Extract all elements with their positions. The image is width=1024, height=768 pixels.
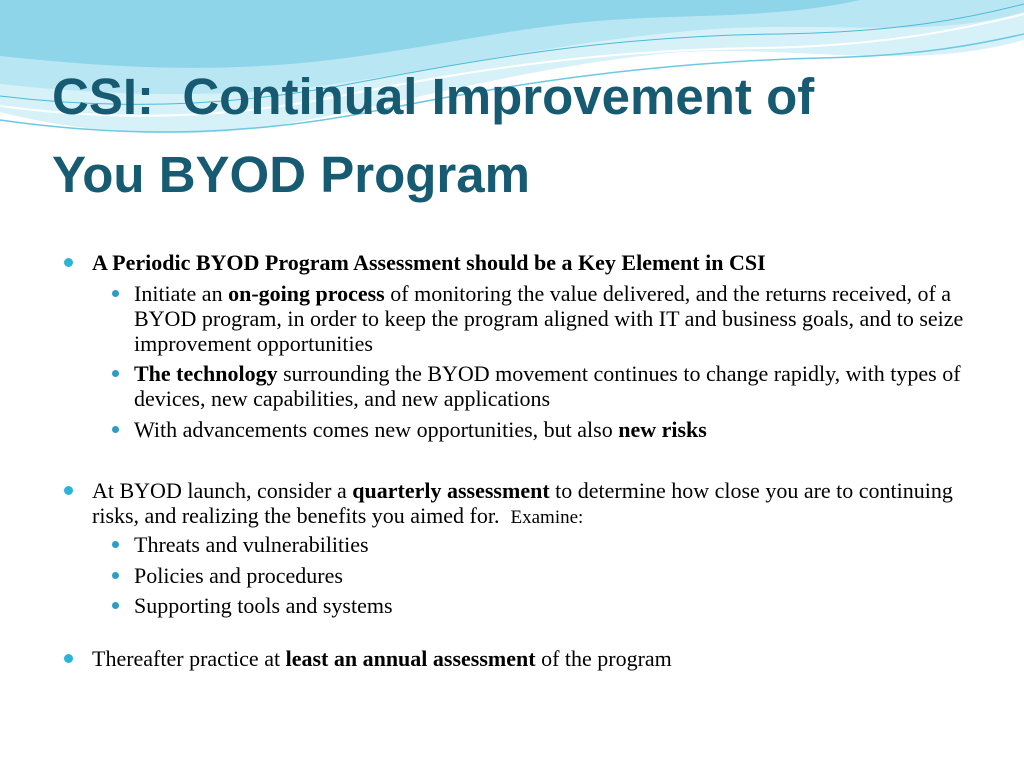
title-part-csi: CSI: <box>52 68 154 125</box>
bullet-1-sub-3-pre: With advancements comes new opportunities, but also <box>134 417 619 442</box>
bullet-3-bold: least an annual assessment <box>285 646 536 671</box>
sub-bullet-icon <box>112 290 119 297</box>
bullet-1-sub-1 <box>134 281 984 356</box>
bullet-3-pre: Thereafter practice at <box>92 646 286 671</box>
bullet-1-sub-3-bold: new risks <box>618 417 707 442</box>
bullet-icon <box>64 258 73 267</box>
sub-bullet-icon <box>112 370 119 377</box>
bullet-icon <box>64 486 73 495</box>
sub-bullet-icon <box>112 602 119 609</box>
bullet-2-sub-1: Threats and vulnerabilities <box>134 532 369 557</box>
title-part-continual-improvement: Continual Improvement <box>182 68 752 125</box>
bullet-1-sub-1-post: of monitoring the value delivered, and the returns received, of a BYOD program, in order to keep the program aligned with IT and business goals, and to seize improvement opportunities <box>134 281 964 356</box>
bullet-2-post: to determine how close you are to continuing risks, and realizing the benefits you aimed for. <box>92 478 953 528</box>
bullet-3 <box>92 646 992 671</box>
bullet-2 <box>92 478 992 530</box>
sub-bullet-icon <box>112 541 119 548</box>
bullet-1-sub-2-post: surrounding the BYOD movement continues to change rapidly, with types of devices, new capabilities, and new applications <box>134 361 961 411</box>
bullet-1-sub-1-bold: on-going process <box>228 281 385 306</box>
bullet-1-sub-1-pre: Initiate an <box>134 281 229 306</box>
bullet-1 <box>92 250 992 275</box>
bullet-3-post: of the program <box>535 646 672 671</box>
bullet-2-sub-2: Policies and procedures <box>134 563 343 588</box>
bullet-1-sub-2 <box>134 361 984 411</box>
bullet-1-sub-2-bold: The technology <box>134 361 278 386</box>
title-line-2: You BYOD Program <box>52 146 530 203</box>
bullet-2-examine: Examine: <box>510 507 584 528</box>
sub-bullet-icon <box>112 572 119 579</box>
sub-bullet-icon <box>112 426 119 433</box>
bullet-icon <box>64 654 73 663</box>
bullet-2-bold: quarterly assessment <box>352 478 550 503</box>
bullet-2-sub-3: Supporting tools and systems <box>134 593 393 618</box>
title-part-of: of <box>766 68 815 125</box>
bullet-2-pre: At BYOD launch, consider a <box>92 478 353 503</box>
bullet-1-sub-3 <box>134 417 984 442</box>
bullet-1-text: A Periodic BYOD Program Assessment should be a Key Element in CSI <box>92 250 766 275</box>
